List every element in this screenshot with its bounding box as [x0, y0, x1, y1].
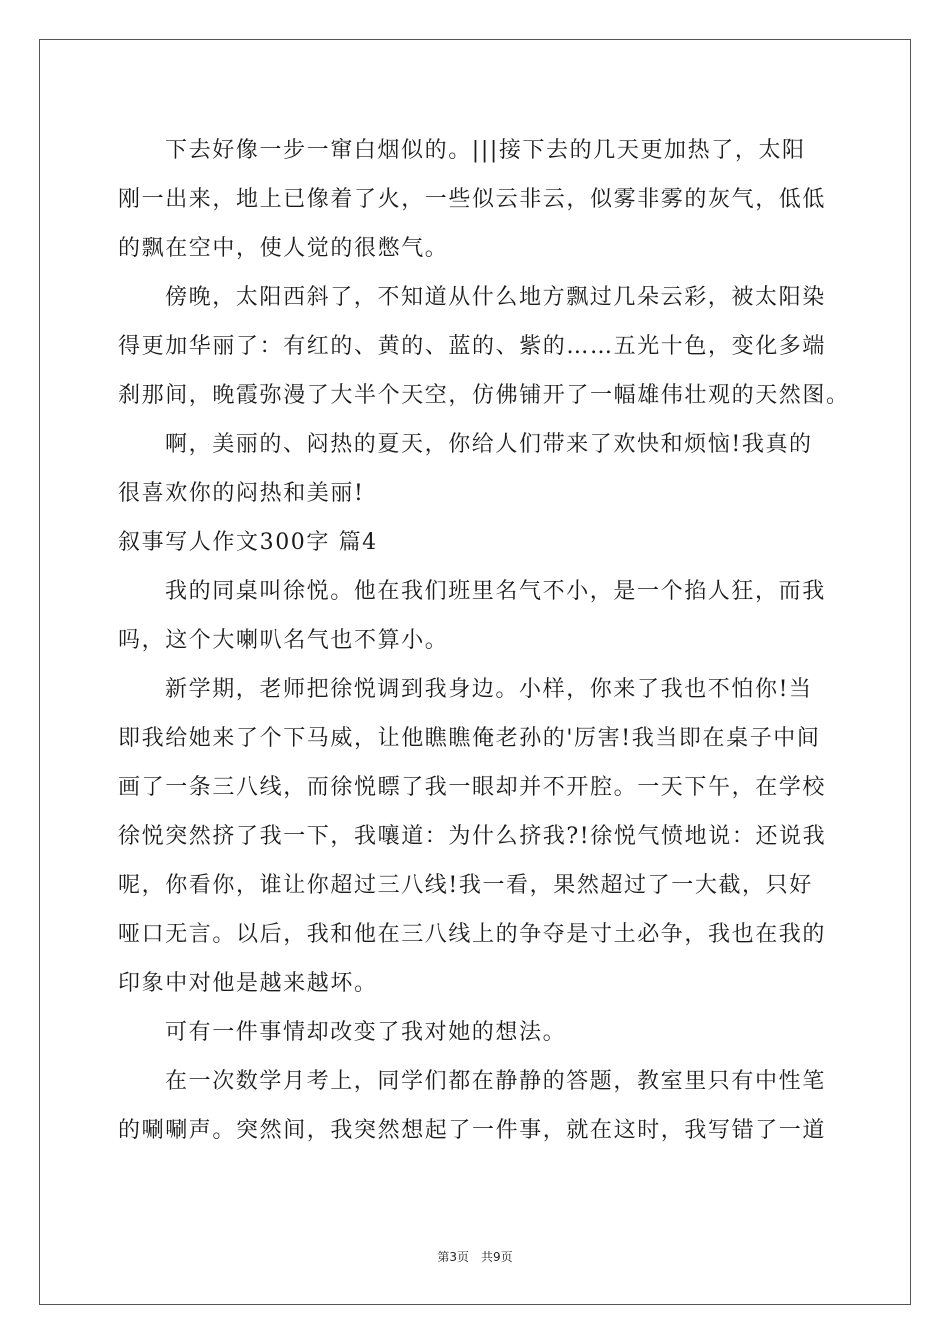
text-line: 可有一件事情却改变了我对她的想法。: [165, 1020, 567, 1045]
text-line: 画了一条三八线，而徐悦瞟了我一眼却并不开腔。一天下午，在学校: [118, 775, 827, 800]
document-body: [118, 126, 850, 1155]
text-line: 刹那间，晚霞弥漫了大半个天空，仿佛铺开了一幅雄伟壮观的天然图。: [118, 383, 850, 408]
section-heading: 叙事写人作文300字 篇4: [118, 530, 378, 555]
text-line: 印象中对他是越来越坏。: [118, 971, 378, 996]
page-total: 共9页: [481, 1250, 513, 1264]
text-line: 新学期，老师把徐悦调到我身边。小样，你来了我也不怕你!当: [165, 677, 813, 702]
text-line: 得更加华丽了：有红的、黄的、蓝的、紫的……五光十色，变化多端: [118, 334, 827, 359]
text-line: 在一次数学月考上，同学们都在静静的答题，教室里只有中性笔: [165, 1069, 826, 1094]
text-line: 呢，你看你，谁让你超过三八线!我一看，果然超过了一大截，只好: [118, 873, 813, 898]
page-footer: [0, 1248, 950, 1265]
text-line: 我的同桌叫徐悦。他在我们班里名气不小，是一个掐人狂，而我: [165, 579, 826, 604]
text-line: 的唰唰声。突然间，我突然想起了一件事，就在这时，我写错了一道: [118, 1118, 827, 1143]
text-line: 傍晚，太阳西斜了，不知道从什么地方飘过几朵云彩，被太阳染: [165, 285, 826, 310]
text-line: 啊，美丽的、闷热的夏天，你给人们带来了欢快和烦恼!我真的: [165, 432, 813, 457]
text-line: 徐悦突然挤了我一下，我嚷道：为什么挤我?!徐悦气愤地说：还说我: [118, 824, 827, 849]
text-line: 的飘在空中，使人觉的很憋气。: [118, 236, 449, 261]
text-line: 哑口无言。以后，我和他在三八线上的争夺是寸土必争，我也在我的: [118, 922, 827, 947]
text-line: 下去好像一步一窜白烟似的。|||接下去的几天更加热了，太阳: [165, 138, 806, 163]
text-line: 即我给她来了个下马威，让他瞧瞧俺老孙的'厉害!我当即在桌子中间: [118, 726, 821, 751]
text-line: 很喜欢你的闷热和美丽!: [118, 481, 365, 506]
page-number: 第3页: [437, 1250, 469, 1264]
text-line: 刚一出来，地上已像着了火，一些似云非云，似雾非雾的灰气，低低: [118, 187, 827, 212]
text-line: 吗，这个大喇叭名气也不算小。: [118, 628, 449, 653]
